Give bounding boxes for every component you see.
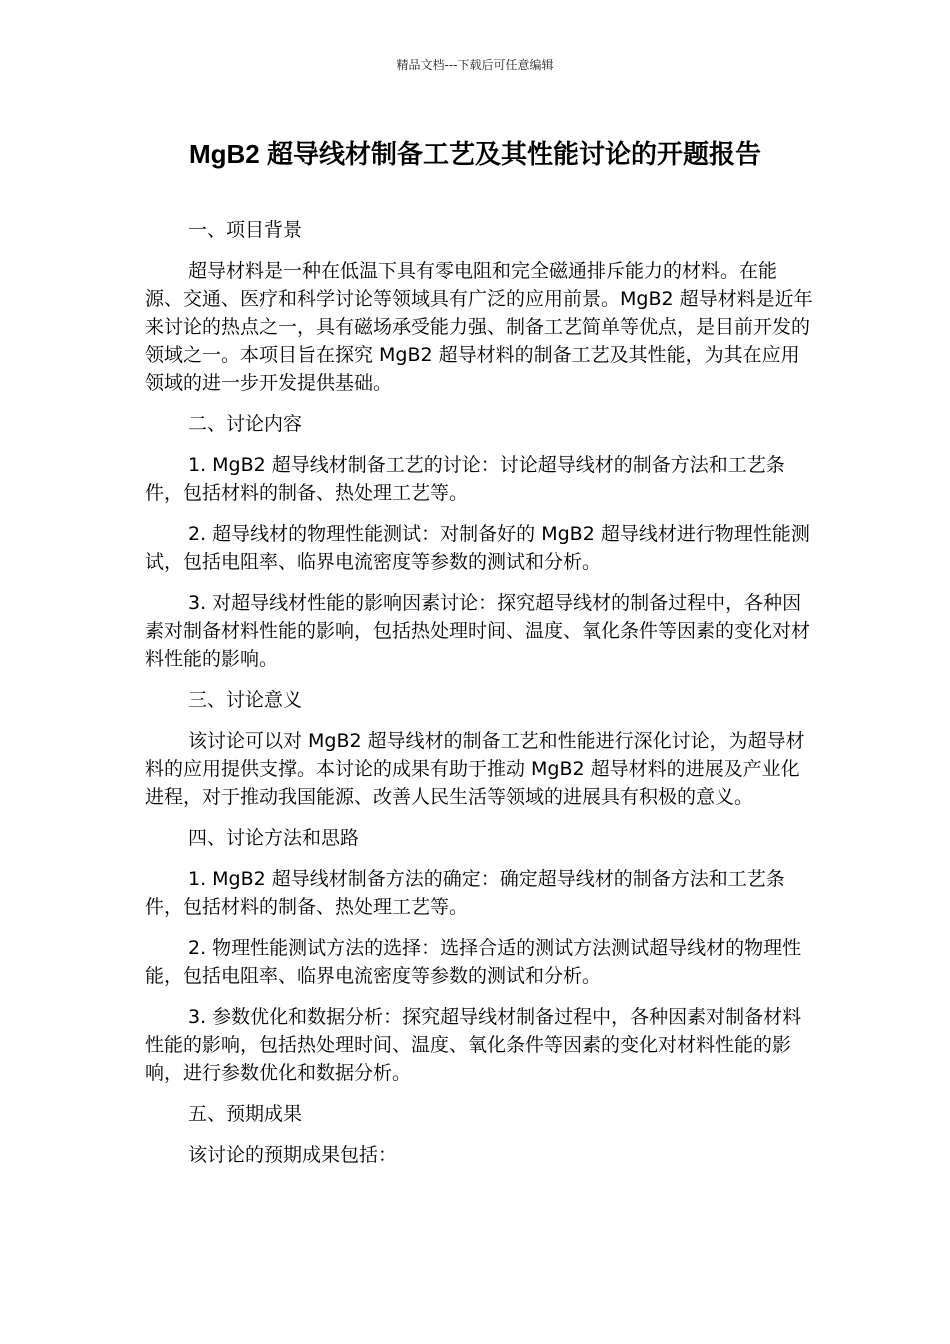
section-heading: 五、预期成果 bbox=[188, 1103, 303, 1125]
body-paragraph: 超导材料是一种在低温下具有零电阻和完全磁通排斥能力的材料。在能源、交通、医疗和科学讨论等领域具有广泛的应用前景。MgB2 超导材料是近年来讨论的热点之一，具有磁场承受能力强、制备工艺简单等优点，是目前开发的领域之一。本项目旨在探究 MgB2 超导材料的制备工艺及其性能，为其在应用领域的进一步开发提供基础。 bbox=[145, 260, 813, 394]
document-title: MgB2 超导线材制备工艺及其性能讨论的开题报告 bbox=[188, 139, 761, 169]
list-paragraph: 2. 超导线材的物理性能测试：对制备好的 MgB2 超导线材进行物理性能测试，包括电阻率、临界电流密度等参数的测试和分析。 bbox=[145, 523, 810, 573]
section-heading: 四、讨论方法和思路 bbox=[188, 827, 360, 849]
list-paragraph: 2. 物理性能测试方法的选择：选择合适的测试方法测试超导线材的物理性能，包括电阻率、临界电流密度等参数的测试和分析。 bbox=[145, 937, 802, 987]
section-expected-results bbox=[145, 1100, 813, 1169]
body-paragraph: 该讨论可以对 MgB2 超导线材的制备工艺和性能进行深化讨论，为超导材料的应用提供支撑。本讨论的成果有助于推动 MgB2 超导材料的进展及产业化进程，对于推动我国能源、改善人民生活等领域的进展具有积极的意义。 bbox=[145, 730, 805, 808]
section-heading: 三、讨论意义 bbox=[188, 689, 303, 711]
section-heading: 一、项目背景 bbox=[188, 219, 303, 241]
list-paragraph: 3. 参数优化和数据分析：探究超导线材制备过程中，各种因素对制备材料性能的影响，包括热处理时间、温度、氧化条件等因素的变化对材料性能的影响，进行参数优化和数据分析。 bbox=[145, 1006, 802, 1084]
document-body bbox=[145, 216, 813, 1182]
page-header: 精品文档---下载后可任意编辑 bbox=[396, 58, 554, 72]
list-paragraph: 3. 对超导线材性能的影响因素讨论：探究超导线材的制备过程中，各种因素对制备材料性能的影响，包括热处理时间、温度、氧化条件等因素的变化对材料性能的影响。 bbox=[145, 592, 811, 670]
section-significance bbox=[145, 686, 813, 811]
list-paragraph: 1. MgB2 超导线材制备工艺的讨论：讨论超导线材的制备方法和工艺条件，包括材料的制备、热处理工艺等。 bbox=[145, 454, 785, 504]
section-heading: 二、讨论内容 bbox=[188, 413, 303, 435]
body-paragraph: 该讨论的预期成果包括： bbox=[188, 1144, 398, 1166]
section-methods bbox=[145, 824, 813, 1087]
section-research-content bbox=[145, 410, 813, 673]
section-background bbox=[145, 216, 813, 397]
list-paragraph: 1. MgB2 超导线材制备方法的确定：确定超导线材的制备方法和工艺条件，包括材料的制备、热处理工艺等。 bbox=[145, 868, 785, 918]
